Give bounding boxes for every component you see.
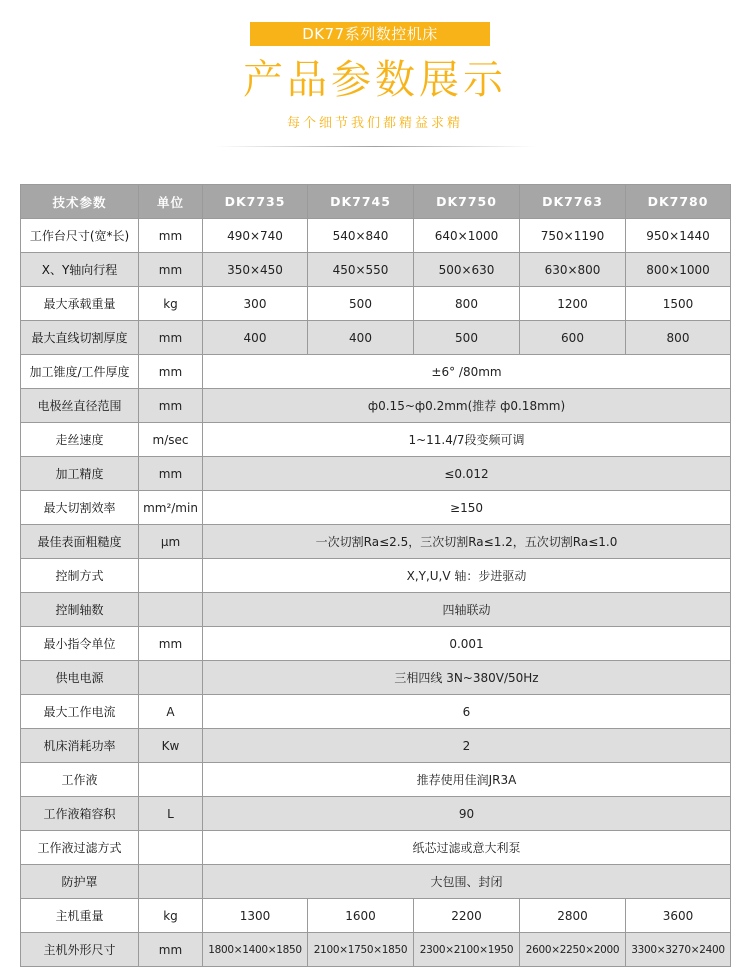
row-value: 1500: [626, 287, 731, 321]
row-unit: [139, 831, 203, 865]
row-unit: mm: [139, 219, 203, 253]
table-row: [21, 627, 731, 661]
table-row: [21, 287, 731, 321]
row-unit: Kw: [139, 729, 203, 763]
table-row: [21, 763, 731, 797]
row-value-merged: 推荐使用佳润JR3A: [203, 763, 731, 797]
row-unit: [139, 865, 203, 899]
table-row: [21, 695, 731, 729]
column-header: 技术参数: [21, 185, 139, 219]
row-label: 机床消耗功率: [21, 729, 139, 763]
row-unit: A: [139, 695, 203, 729]
row-value: 1600: [308, 899, 414, 933]
table-row: [21, 491, 731, 525]
row-label: 控制方式: [21, 559, 139, 593]
row-value: 400: [203, 321, 308, 355]
row-label: 最大切割效率: [21, 491, 139, 525]
row-value: 800: [414, 287, 520, 321]
row-value-merged: ф0.15~ф0.2mm(推荐 ф0.18mm): [203, 389, 731, 423]
column-header: DK7763: [520, 185, 626, 219]
row-unit: [139, 559, 203, 593]
row-value-merged: ±6° /80mm: [203, 355, 731, 389]
row-value-merged: 四轴联动: [203, 593, 731, 627]
row-label: 电极丝直径范围: [21, 389, 139, 423]
row-label: 最佳表面粗糙度: [21, 525, 139, 559]
row-unit: kg: [139, 899, 203, 933]
row-unit: mm: [139, 627, 203, 661]
row-value-merged: 0.001: [203, 627, 731, 661]
row-value: 3600: [626, 899, 731, 933]
row-value: 2200: [414, 899, 520, 933]
row-label: 最大承载重量: [21, 287, 139, 321]
row-unit: m/sec: [139, 423, 203, 457]
table-header-row: [21, 185, 731, 219]
row-unit: L: [139, 797, 203, 831]
spec-table: [20, 184, 731, 967]
row-value: 2600×2250×2000: [520, 933, 626, 967]
table-row: [21, 899, 731, 933]
row-value-merged: ≤0.012: [203, 457, 731, 491]
table-row: [21, 219, 731, 253]
row-value: 300: [203, 287, 308, 321]
row-value-merged: 1~11.4/7段变频可调: [203, 423, 731, 457]
column-header: DK7745: [308, 185, 414, 219]
page-subtitle: 每个细节我们都精益求精: [286, 116, 463, 131]
row-label: 工作液: [21, 763, 139, 797]
column-header: 单位: [139, 185, 203, 219]
row-label: 加工精度: [21, 457, 139, 491]
row-value-merged: 一次切割Ra≤2.5，三次切割Ra≤1.2，五次切割Ra≤1.0: [203, 525, 731, 559]
row-value-merged: 三相四线 3N~380V/50Hz: [203, 661, 731, 695]
table-row: [21, 933, 731, 967]
row-label: X、Y轴向行程: [21, 253, 139, 287]
row-value-merged: 2: [203, 729, 731, 763]
row-value: 450×550: [308, 253, 414, 287]
row-unit: kg: [139, 287, 203, 321]
series-badge: DK77系列数控机床: [250, 22, 490, 46]
row-unit: mm: [139, 389, 203, 423]
table-row: [21, 831, 731, 865]
row-label: 主机重量: [21, 899, 139, 933]
table-row: [21, 559, 731, 593]
table-row: [21, 355, 731, 389]
row-value-merged: 纸芯过滤或意大利泵: [203, 831, 731, 865]
row-label: 走丝速度: [21, 423, 139, 457]
row-unit: mm: [139, 933, 203, 967]
column-header: DK7750: [414, 185, 520, 219]
page-title: 产品参数展示: [243, 57, 507, 103]
row-value: 490×740: [203, 219, 308, 253]
table-row: [21, 729, 731, 763]
header-divider: [215, 146, 535, 147]
row-value-merged: ≥150: [203, 491, 731, 525]
column-header: DK7735: [203, 185, 308, 219]
row-value: 2100×1750×1850: [308, 933, 414, 967]
table-row: [21, 865, 731, 899]
row-unit: [139, 661, 203, 695]
row-value: 500: [414, 321, 520, 355]
row-unit: mm²/min: [139, 491, 203, 525]
row-value: 750×1190: [520, 219, 626, 253]
row-label: 最大直线切割厚度: [21, 321, 139, 355]
row-value: 800: [626, 321, 731, 355]
row-label: 防护罩: [21, 865, 139, 899]
table-row: [21, 423, 731, 457]
row-value: 600: [520, 321, 626, 355]
row-value: 350×450: [203, 253, 308, 287]
row-value: 640×1000: [414, 219, 520, 253]
row-label: 工作台尺寸(宽*长): [21, 219, 139, 253]
row-label: 工作液过滤方式: [21, 831, 139, 865]
row-value: 1300: [203, 899, 308, 933]
table-row: [21, 525, 731, 559]
row-value: 3300×3270×2400: [626, 933, 731, 967]
row-unit: [139, 763, 203, 797]
row-value-merged: 大包围、封闭: [203, 865, 731, 899]
row-value-merged: 6: [203, 695, 731, 729]
row-value: 2300×2100×1950: [414, 933, 520, 967]
row-label: 加工锥度/工件厚度: [21, 355, 139, 389]
row-value: 1200: [520, 287, 626, 321]
row-unit: [139, 593, 203, 627]
row-value: 1800×1400×1850: [203, 933, 308, 967]
row-value: 400: [308, 321, 414, 355]
row-value-merged: 90: [203, 797, 731, 831]
row-value: 540×840: [308, 219, 414, 253]
table-row: [21, 457, 731, 491]
row-label: 控制轴数: [21, 593, 139, 627]
row-label: 工作液箱容积: [21, 797, 139, 831]
table-row: [21, 661, 731, 695]
row-unit: mm: [139, 457, 203, 491]
row-label: 最小指令单位: [21, 627, 139, 661]
row-label: 主机外形尺寸: [21, 933, 139, 967]
row-unit: mm: [139, 355, 203, 389]
row-label: 供电电源: [21, 661, 139, 695]
row-value: 500×630: [414, 253, 520, 287]
row-unit: μm: [139, 525, 203, 559]
row-unit: mm: [139, 321, 203, 355]
table-row: [21, 321, 731, 355]
row-value: 630×800: [520, 253, 626, 287]
table-row: [21, 797, 731, 831]
table-row: [21, 253, 731, 287]
column-header: DK7780: [626, 185, 731, 219]
table-row: [21, 389, 731, 423]
row-label: 最大工作电流: [21, 695, 139, 729]
row-value: 500: [308, 287, 414, 321]
row-value: 950×1440: [626, 219, 731, 253]
row-unit: mm: [139, 253, 203, 287]
row-value: 2800: [520, 899, 626, 933]
row-value: 800×1000: [626, 253, 731, 287]
row-value-merged: X,Y,U,V 轴：步进驱动: [203, 559, 731, 593]
table-row: [21, 593, 731, 627]
